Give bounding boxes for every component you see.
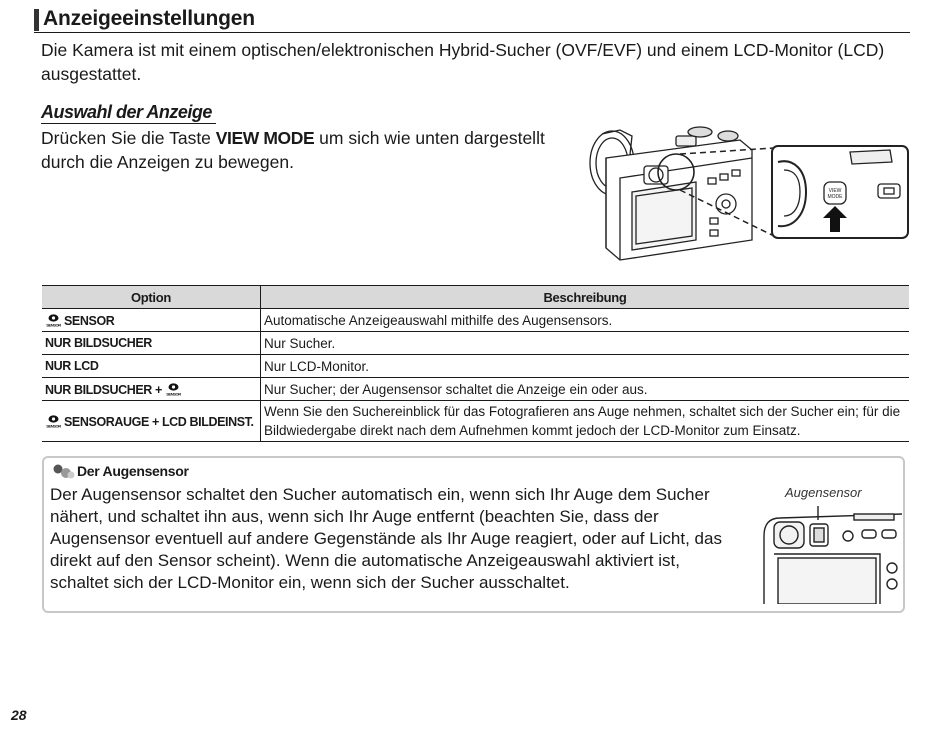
- svg-text:SENSOR: SENSOR: [46, 423, 61, 428]
- mode-label: MODE: [827, 194, 843, 200]
- intro-paragraph: Die Kamera ist mit einem optischen/elektronischen Hybrid-Sucher (OVF/EVF) und einem LCD-Monitor (LCD) ausgestattet.: [41, 40, 885, 84]
- description-cell: Automatische Anzeigeauswahl mithilfe des Augensensors.: [261, 309, 910, 332]
- eye-sensor-icon: [45, 414, 62, 428]
- option-label: SENSOR: [64, 313, 115, 328]
- options-table: [42, 285, 909, 442]
- table-row: [42, 355, 909, 378]
- selection-text-before: Drücken Sie die Taste: [41, 128, 216, 148]
- eye-sensor-illustration: [760, 506, 902, 604]
- table-row: [42, 401, 909, 442]
- note-text: Der Augensensor schaltet den Sucher automatisch ein, wenn sich Ihr Auge dem Sucher nähert, und schaltet ihn aus, wenn sich Ihr Auge entfernt (beachten Sie, dass der Augensensor eventuell auf andere Gegenstände als Ihr Auge reagiert, oder auf Licht, das direkt auf den Sensor scheint). Wenn die automatische Anzeigeauswahl aktiviert ist, schaltet sich der LCD-Monitor ein, wenn sich der Sucher ausschaltet.: [50, 485, 722, 592]
- option-label: NUR LCD: [45, 359, 99, 373]
- view-mode-button-name: VIEW MODE: [215, 128, 315, 148]
- svg-text:SENSOR: SENSOR: [46, 322, 61, 327]
- page-number: 28: [11, 707, 27, 723]
- note-title: Der Augensensor: [77, 463, 189, 479]
- eye-sensor-caption: Augensensor: [785, 485, 862, 500]
- description-column-header: Beschreibung: [261, 286, 910, 309]
- selection-text-after: um sich wie unten dargestellt durch die Anzeigen zu bewegen.: [41, 128, 545, 172]
- heading-bar: [34, 9, 39, 31]
- option-cell: [42, 309, 261, 332]
- table-header-row: [42, 286, 909, 309]
- table-row: [42, 378, 909, 401]
- note-icon: [52, 464, 76, 480]
- view-label: VIEW: [828, 188, 842, 194]
- camera-view-mode-button-illustration: [580, 118, 912, 268]
- description-cell: Nur Sucher.: [261, 332, 910, 355]
- selection-paragraph: [41, 126, 571, 174]
- option-cell: [42, 401, 261, 442]
- description-cell: Nur LCD-Monitor.: [261, 355, 910, 378]
- option-cell: [42, 355, 261, 378]
- option-label: NUR BILDSUCHER +: [45, 382, 162, 397]
- description-cell: Wenn Sie den Suchereinblick für das Fotografieren ans Auge nehmen, schaltet sich der Sucher ein; für die Bildwiedergabe direkt nach dem Aufnehmen kommt jedoch der LCD-Monitor zum Einsatz.: [261, 401, 910, 442]
- eye-sensor-icon: [45, 313, 62, 327]
- description-cell: Nur Sucher; der Augensensor schaltet die Anzeige ein oder aus.: [261, 378, 910, 401]
- note-box: [42, 456, 905, 613]
- section-heading: Auswahl der Anzeige: [41, 101, 216, 124]
- option-label: NUR BILDSUCHER: [45, 336, 152, 350]
- page-heading: [34, 8, 910, 33]
- option-column-header: Option: [42, 286, 261, 309]
- option-label: SENSORAUGE + LCD BILDEINST.: [64, 414, 254, 429]
- eye-sensor-icon: [165, 382, 182, 396]
- svg-text:SENSOR: SENSOR: [166, 391, 181, 396]
- page-title: Anzeigeeinstellungen: [43, 7, 255, 30]
- option-cell: [42, 332, 261, 355]
- option-cell: [42, 378, 261, 401]
- table-row: [42, 332, 909, 355]
- table-row: [42, 309, 909, 332]
